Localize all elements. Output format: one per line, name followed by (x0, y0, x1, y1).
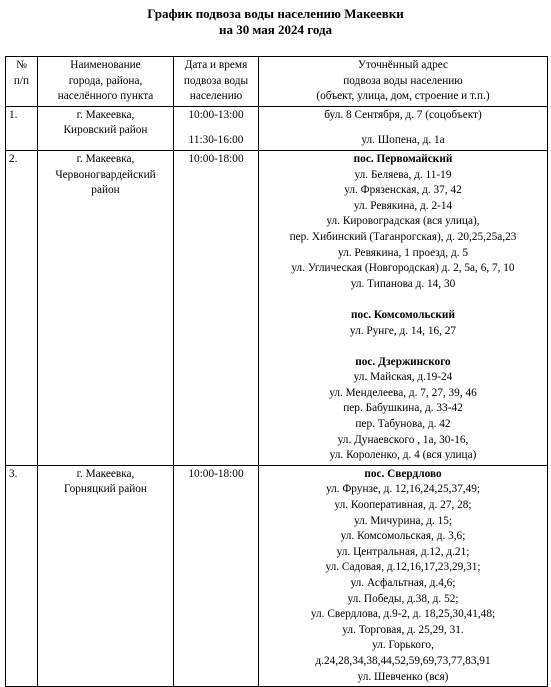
address-line: ул. Фрязенская, д. 37, 42 (344, 184, 462, 197)
row-number: 1. (6, 106, 38, 150)
row-time: 10:00-13:00 11:30-16:00 (174, 106, 259, 150)
address-line: пер. Хибинский (Таганрогская), д. 20,25,25а,23 (289, 230, 517, 243)
header-num: № п/п (6, 57, 38, 107)
address-line: ул. Фрунзе, д. 12,16,24,25,37,49; (325, 483, 481, 496)
settlement-heading: пос. Комсомольский (351, 308, 455, 321)
settlement-heading: пос. Свердлово (364, 467, 442, 480)
table-header-row (6, 57, 548, 107)
address-line: ул. Кооперативная, д. 27, 28; (334, 499, 472, 512)
address-line: ул. Ревякина, 1 проезд, д. 5 (337, 246, 468, 259)
address-line: ул. Горького, (372, 639, 434, 652)
address-line: ул. Победы, д.38, д. 52; (347, 592, 459, 605)
address-line: ул. Ревякина, д. 2-14 (353, 199, 453, 212)
address-line: ул. Углическая (Новгородская) д. 2, 5а, 6, 7, 10 (291, 262, 515, 275)
address-line: ул. Рунге, д. 14, 16, 27 (349, 324, 457, 337)
row-place: г. Макеевка, Кировский район (38, 106, 174, 150)
row-address (259, 150, 548, 465)
row-place: г. Макеевка, Червоногвардейский район (38, 150, 174, 465)
schedule-table (5, 56, 548, 687)
address-line: ул. Дунаевского , 1а, 30-16, (337, 433, 469, 446)
row-address (259, 465, 548, 686)
address-line: пер. Табунова, д. 42 (355, 418, 451, 431)
address-line: ул. Центральная, д.12, д.21; (336, 545, 470, 558)
address-line: ул. Мичурина, д. 15; (353, 514, 453, 527)
address-line: пер. Бабушкина, д. 33-42 (343, 402, 463, 415)
address-line: ул. Садовая, д.12,16,17,23,29,31; (325, 561, 481, 574)
row-time: 10:00-18:00 (174, 150, 259, 465)
table-row (6, 106, 548, 150)
address-line: ул. Короленко, д. 4 (вся улица) (329, 449, 477, 462)
row-address: бул. 8 Сентября, д. 7 (соцобъект) ул. Шопена, д. 1а (259, 106, 548, 150)
row-number: 2. (6, 150, 38, 465)
address-line: ул. Кировоградская (вся улица), (326, 215, 480, 228)
table-row (6, 465, 548, 686)
address-line: д.24,28,34,38,44,52,59,69,73,77,83,91 (315, 654, 491, 667)
settlement-heading: пос. Первомайский (353, 152, 453, 165)
page-title (0, 6, 551, 38)
title-line-2: на 30 мая 2024 года (218, 22, 333, 37)
title-line-1: График подвоза воды населению Макеевки (147, 6, 404, 21)
header-time: Дата и время подвоза воды населению (174, 57, 259, 107)
row-time: 10:00-18:00 (174, 465, 259, 686)
header-place: Наименование города, района, населённого пункта (38, 57, 174, 107)
address-line: ул. Комсомольская, д. 3,6; (340, 530, 466, 543)
row-number: 3. (6, 465, 38, 686)
address-line: ул. Шевченко (вся) (357, 670, 449, 683)
settlement-heading: пос. Дзержинского (355, 355, 451, 368)
address-line: ул. Менделеева, д. 7, 27, 39, 46 (329, 386, 477, 399)
table-row (6, 150, 548, 465)
address-line: ул. Свердлова, д.9-2, д. 18,25,30,41,48; (310, 608, 496, 621)
header-address: Уточнённый адрес подвоза воды населению (объект, улица, дом, строение и т.п.) (259, 57, 548, 107)
address-line: ул. Беляева, д. 11-19 (354, 168, 452, 181)
address-line: ул. Майская, д.19-24 (353, 371, 453, 384)
address-line: ул. Торговая, д. 25,29, 31. (342, 623, 464, 636)
address-line: ул. Типанова д. 14, 30 (350, 277, 456, 290)
row-place: г. Макеевка, Горняцкий район (38, 465, 174, 686)
address-line: ул. Асфальтная, д.4,6; (350, 577, 456, 589)
